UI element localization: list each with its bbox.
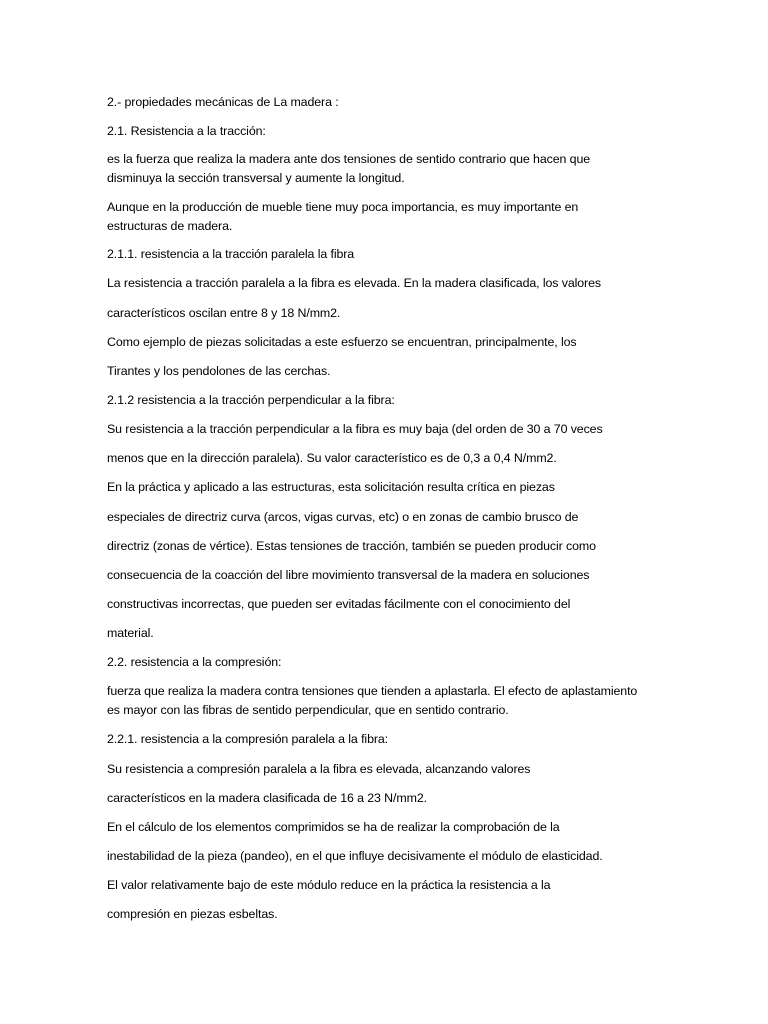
paragraph-line: compresión en piezas esbeltas. [107,907,278,921]
paragraph-line: En el cálculo de los elementos comprimidos se ha de realizar la comprobación de la [107,820,560,834]
paragraph-line: Tirantes y los pendolones de las cerchas. [107,364,331,378]
paragraph-line: La resistencia a tracción paralela a la fibra es elevada. En la madera clasificada, los valores [107,276,601,290]
paragraph-line: consecuencia de la coacción del libre movimiento transversal de la madera en soluciones [107,568,590,582]
paragraph-line: inestabilidad de la pieza (pandeo), en el que influye decisivamente el módulo de elasticidad. [107,849,603,863]
paragraph-line: característicos en la madera clasificada de 16 a 23 N/mm2. [107,791,427,805]
paragraph-line: Su resistencia a la tracción perpendicular a la fibra es muy baja (del orden de 30 a 70 veces [107,422,603,436]
subsection-heading: 2.1.2 resistencia a la tracción perpendicular a la fibra: [107,393,395,407]
subsection-heading: 2.2.1. resistencia a la compresión paralela a la fibra: [107,732,389,746]
paragraph-line: Aunque en la producción de mueble tiene muy poca importancia, es muy importante en [107,200,579,214]
paragraph-line: estructuras de madera. [107,219,233,233]
paragraph-line: En la práctica y aplicado a las estructuras, esta solicitación resulta crítica en piezas [107,480,555,494]
paragraph-line: constructivas incorrectas, que pueden ser evitadas fácilmente con el conocimiento del [107,597,571,611]
subsection-heading: 2.1. Resistencia a la tracción: [107,124,266,138]
paragraph-line: menos que en la dirección paralela). Su valor característico es de 0,3 a 0,4 N/mm2. [107,451,557,465]
paragraph-line: material. [107,626,154,640]
paragraph-line: especiales de directriz curva (arcos, vigas curvas, etc) o en zonas de cambio brusco de [107,510,579,524]
paragraph-line: es la fuerza que realiza la madera ante dos tensiones de sentido contrario que hacen que [107,152,591,166]
paragraph-line: es mayor con las fibras de sentido perpendicular, que en sentido contrario. [107,703,509,717]
paragraph-line: directriz (zonas de vértice). Estas tensiones de tracción, también se pueden producir como [107,539,596,553]
subsection-heading: 2.2. resistencia a la compresión: [107,655,282,669]
paragraph-line: El valor relativamente bajo de este módulo reduce en la práctica la resistencia a la [107,878,551,892]
section-heading: 2.- propiedades mecánicas de La madera : [107,95,339,109]
subsection-heading: 2.1.1. resistencia a la tracción paralela la fibra [107,247,355,261]
paragraph-line: Como ejemplo de piezas solicitadas a este esfuerzo se encuentran, principalmente, los [107,335,577,349]
paragraph-line: disminuya la sección transversal y aumente la longitud. [107,171,405,185]
paragraph-line: Su resistencia a compresión paralela a la fibra es elevada, alcanzando valores [107,762,531,776]
paragraph-line: característicos oscilan entre 8 y 18 N/mm2. [107,306,341,320]
paragraph-line: fuerza que realiza la madera contra tensiones que tienden a aplastarla. El efecto de aplastamiento [107,684,638,698]
